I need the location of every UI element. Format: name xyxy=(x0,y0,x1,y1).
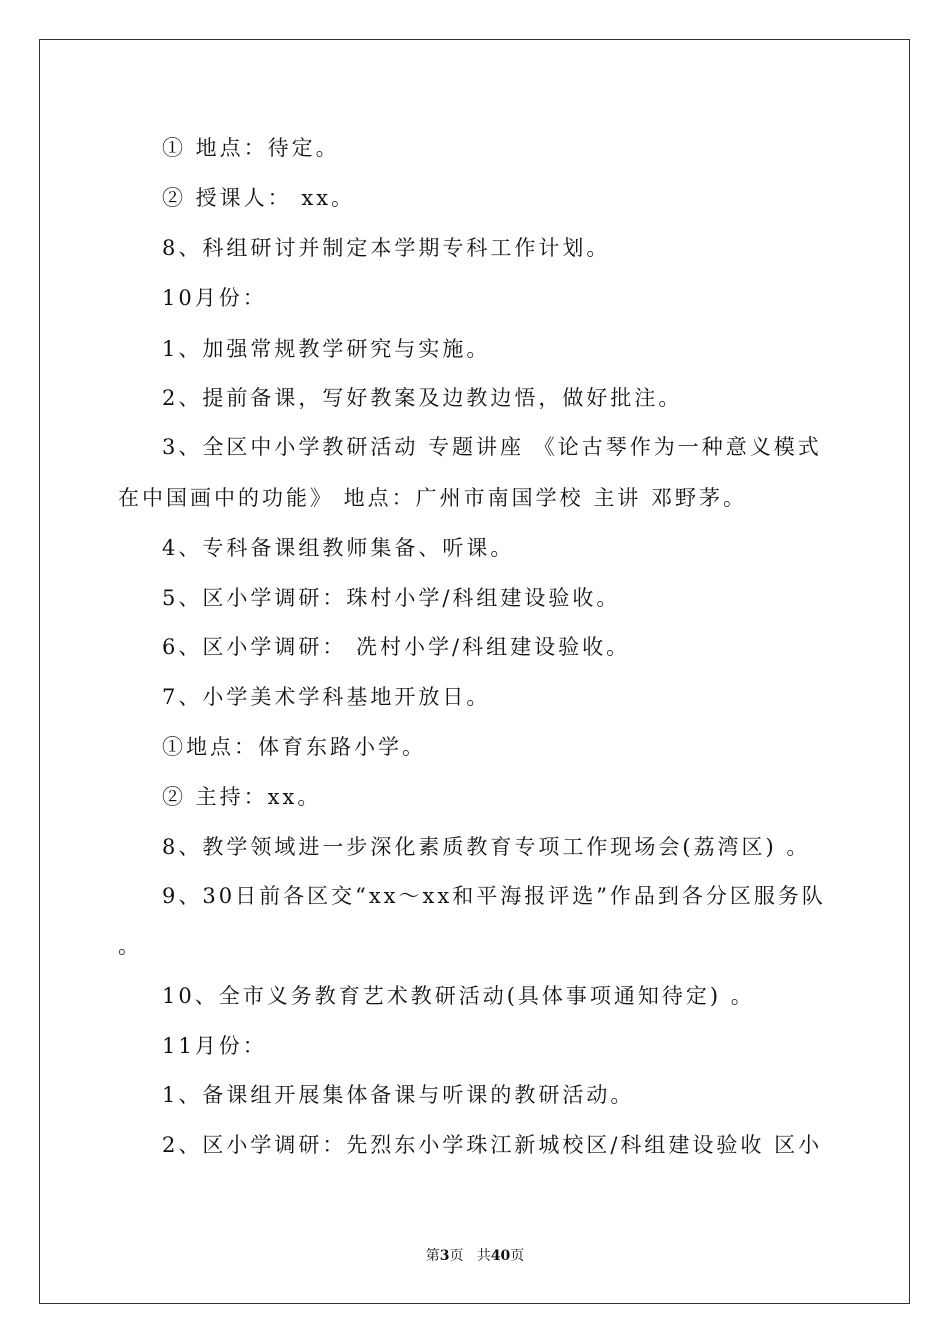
text-line: 10月份： xyxy=(162,286,267,310)
text-line: ① 地点：待定。 xyxy=(162,136,340,160)
text-line: 2、提前备课，写好教案及边教边悟，做好批注。 xyxy=(162,386,683,410)
current-page-number: 3 xyxy=(439,1248,450,1264)
page-border xyxy=(39,39,910,1304)
text-line: 7、小学美术学科基地开放日。 xyxy=(162,685,491,709)
text-line: 8、科组研讨并制定本学期专科工作计划。 xyxy=(162,236,611,260)
text-line: 2、区小学调研：先烈东小学珠江新城校区/科组建设验收 区小 xyxy=(162,1133,823,1157)
footer-total-prefix: 共 xyxy=(476,1248,491,1264)
text-line: 4、专科备课组教师集备、听课。 xyxy=(162,536,515,560)
text-line: 5、区小学调研：珠村小学/科组建设验收。 xyxy=(162,586,621,610)
text-line: ①地点：体育东路小学。 xyxy=(162,735,426,759)
text-line: 10、全市义务教育艺术教研活动(具体事项通知待定) 。 xyxy=(162,984,755,1008)
text-line: 。 xyxy=(118,934,142,958)
text-line: ② 主持：xx。 xyxy=(162,785,322,809)
text-line: 在中国画中的功能》 地点：广州市南国学校 主讲 邓野茅。 xyxy=(118,486,748,510)
total-page-count: 40 xyxy=(490,1248,511,1264)
footer-page-suffix: 页 xyxy=(449,1248,464,1264)
text-line: 1、加强常规教学研究与实施。 xyxy=(162,337,491,361)
text-line: 3、全区中小学教研活动 专题讲座 《论古琴作为一种意义模式 xyxy=(162,435,822,459)
text-line: 1、备课组开展集体备课与听课的教研活动。 xyxy=(162,1083,635,1107)
text-line: ② 授课人： xx。 xyxy=(162,186,356,210)
footer-total-suffix: 页 xyxy=(510,1248,525,1264)
text-line: 8、教学领域进一步深化素质教育专项工作现场会(荔湾区) 。 xyxy=(162,835,811,859)
text-line: 9、30日前各区交“xx～xx和平海报评选”作品到各分区服务队 xyxy=(162,884,826,908)
text-line: 11月份： xyxy=(162,1034,267,1058)
page-footer xyxy=(0,1246,950,1266)
text-line: 6、区小学调研： 冼村小学/科组建设验收。 xyxy=(162,635,631,659)
footer-prefix: 第 xyxy=(425,1248,440,1264)
